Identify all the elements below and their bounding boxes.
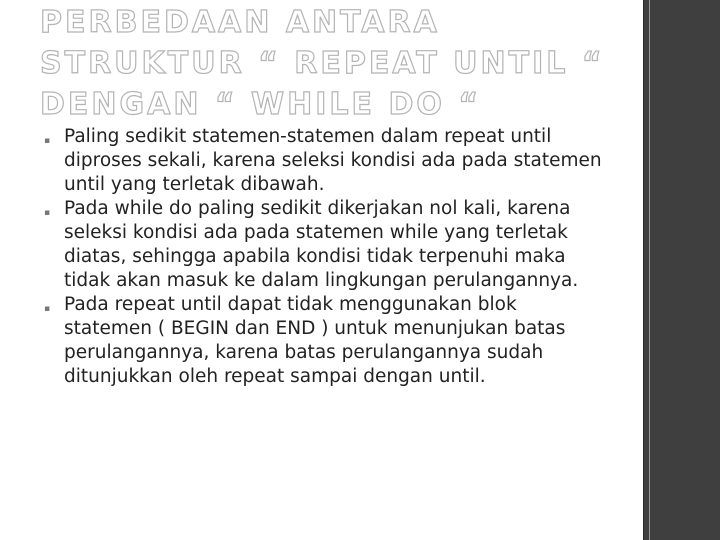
bullet-text: Pada while do paling sedikit dikerjakan nol kali, karena seleksi kondisi ada pada statemen while yang terletak diatas, sehingga apabila kondisi tidak terpenuhi maka tidak akan masuk ke dalam lingkungan perulangannya. — [64, 198, 579, 291]
bullet-item — [44, 197, 604, 293]
sidebar-rule-line — [649, 0, 650, 540]
bullet-item — [44, 293, 604, 389]
bullet-item — [44, 125, 604, 197]
bullet-square-icon: ▪ — [44, 304, 51, 314]
slide-title: PERBEDAAN ANTARA STRUKTUR “ REPEAT UNTIL “ DENGAN “ WHILE DO “ — [40, 5, 605, 122]
bullet-square-icon: ▪ — [44, 208, 51, 218]
bullet-text: Paling sedikit statemen-statemen dalam repeat until diproses sekali, karena seleksi kondisi ada pada statemen until yang terletak dibawah. — [64, 126, 602, 195]
bullet-text: Pada repeat until dapat tidak menggunakan blok statemen ( BEGIN dan END ) untuk menunjukan batas perulangannya, karena batas perulangannya sudah ditunjukkan oleh repeat sampai dengan until. — [64, 294, 566, 387]
bullet-list — [44, 125, 604, 389]
decorative-sidebar — [643, 0, 720, 540]
bullet-square-icon: ▪ — [44, 136, 51, 146]
sidebar-edge — [643, 0, 644, 540]
